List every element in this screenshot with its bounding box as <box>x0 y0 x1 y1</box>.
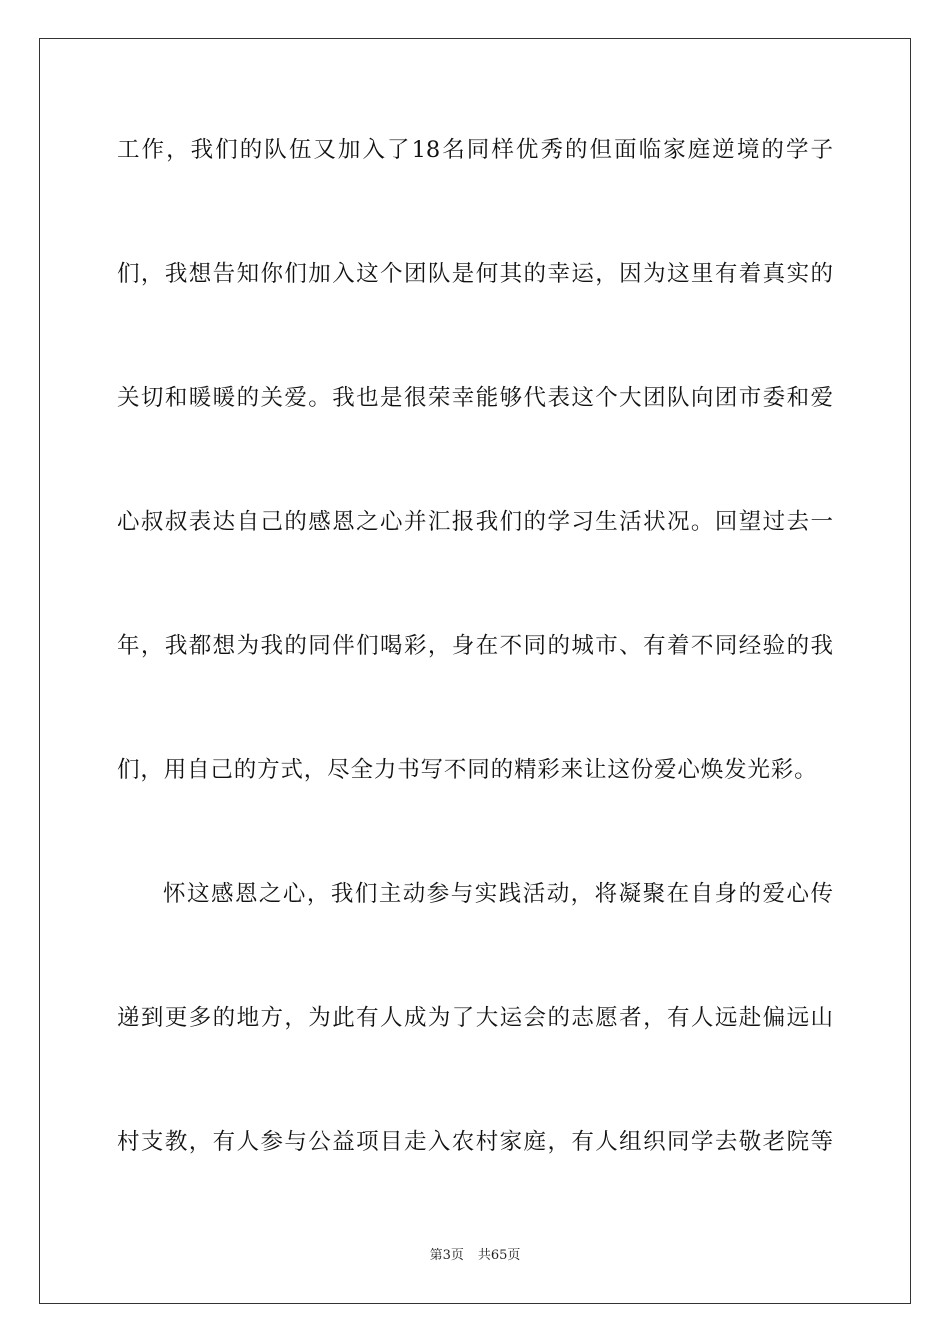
text-line-4: 心叔叔表达自己的感恩之心并汇报我们的学习生活状况。回望过去一 <box>117 509 833 535</box>
page-number: 第3页 <box>429 1248 464 1263</box>
page-border <box>39 38 911 1304</box>
page-total: 共65页 <box>477 1248 521 1263</box>
page-footer <box>0 1246 950 1266</box>
text-line-8: 递到更多的地方，为此有人成为了大运会的志愿者，有人远赴偏远山 <box>117 1005 833 1031</box>
text-line-3: 关切和暖暖的关爱。我也是很荣幸能够代表这个大团队向团市委和爱 <box>117 385 833 411</box>
text-line-1: 工作，我们的队伍又加入了18名同样优秀的但面临家庭逆境的学子 <box>117 137 833 163</box>
text-line-7: 怀这感恩之心，我们主动参与实践活动，将凝聚在自身的爱心传 <box>163 881 833 907</box>
text-line-6: 们，用自己的方式，尽全力书写不同的精彩来让这份爱心焕发光彩。 <box>117 757 818 783</box>
text-line-5: 年，我都想为我的同伴们喝彩，身在不同的城市、有着不同经验的我 <box>117 633 833 659</box>
text-line-9: 村支教，有人参与公益项目走入农村家庭，有人组织同学去敬老院等 <box>117 1129 833 1155</box>
text-line-2: 们，我想告知你们加入这个团队是何其的幸运，因为这里有着真实的 <box>117 261 833 287</box>
